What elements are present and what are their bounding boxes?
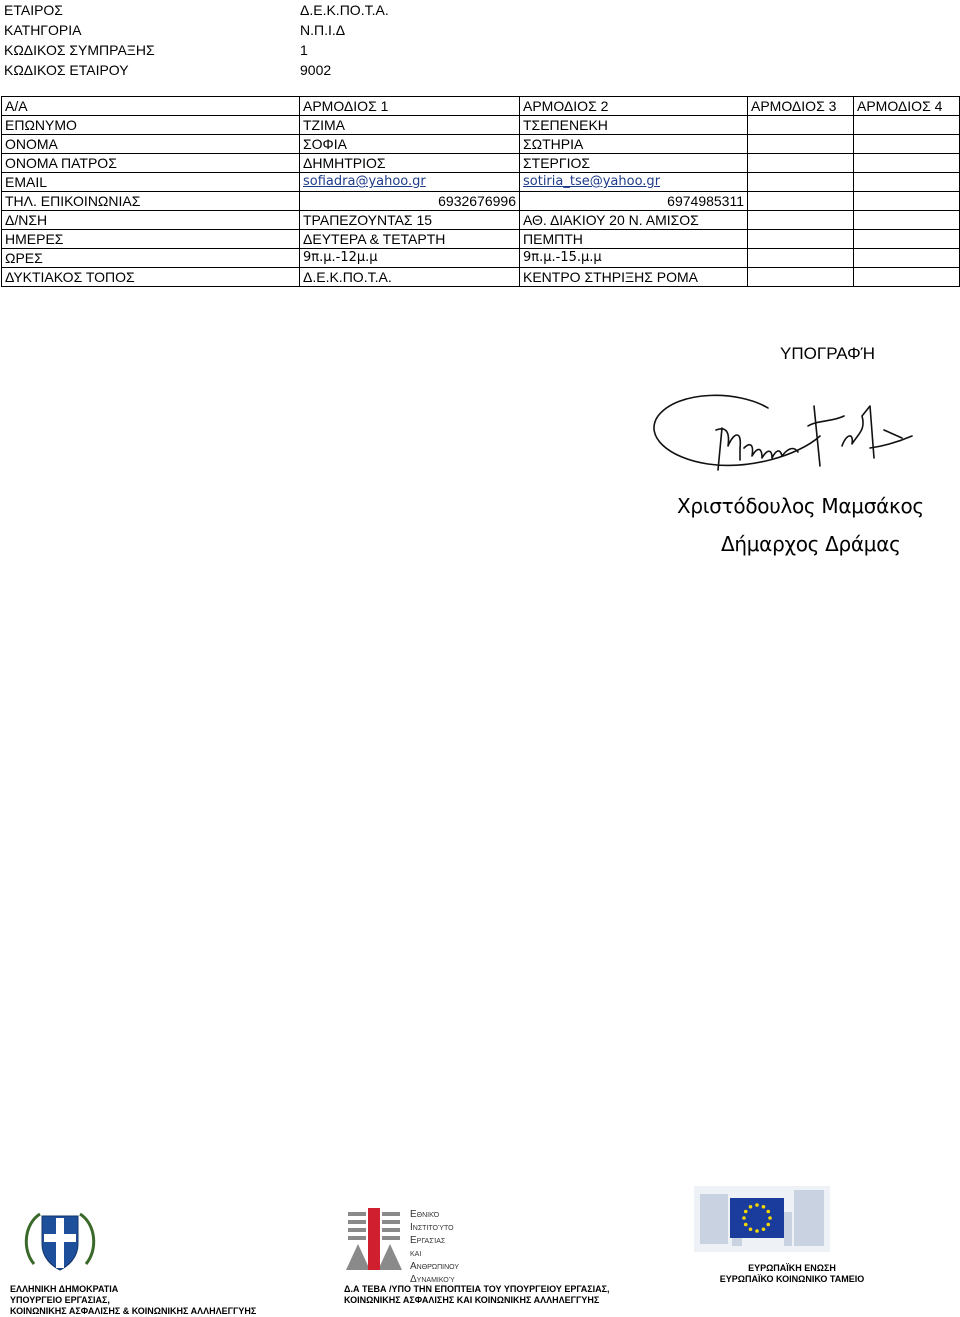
row-label: Δ/ΝΣΗ (2, 211, 300, 230)
table-cell (748, 230, 854, 249)
footer-line: ΕΥΡΩΠΑΪΚΗ ΕΝΩΣΗ (748, 1263, 836, 1273)
table-row (2, 135, 960, 154)
table-cell (748, 116, 854, 135)
table-cell: 9π.μ.-12μ.μ (300, 249, 520, 268)
eu-star-icon (762, 1227, 766, 1231)
info-value: Δ.Ε.Κ.ΠΟ.Τ.Α. (300, 2, 389, 18)
info-value: 9002 (300, 62, 332, 78)
table-cell: ΔΕΥΤΕΡΑ & ΤΕΤΑΡΤΗ (300, 230, 520, 249)
footer-line: ΕΥΡΩΠΑΪΚΟ ΚΟΙΝΩΝΙΚΟ ΤΑΜΕΙΟ (719, 1274, 865, 1284)
eu-star-icon (755, 1203, 759, 1207)
table-header-cell: ΑΡΜΟΔΙΟΣ 3 (748, 97, 854, 116)
org-line: Ανθρώπινου (410, 1261, 460, 1272)
info-value: Ν.Π.Ι.Δ (300, 22, 346, 38)
table-cell (854, 173, 960, 192)
info-row-partner-code (4, 60, 389, 80)
table-row (2, 268, 960, 287)
table-cell: ΤΖΙΜΑ (300, 116, 520, 135)
signatory-name: Χριστόδουλος Μαμσάκος (677, 494, 924, 518)
eu-star-icon (766, 1210, 770, 1214)
eu-star-icon (744, 1210, 748, 1214)
table-row (2, 173, 960, 192)
eu-star-icon (768, 1216, 772, 1220)
signature-title: ΥΠΟΓΡΑΦΉ (780, 344, 875, 363)
table-cell: ΣΩΤΗΡΙΑ (520, 135, 748, 154)
table-cell: Δ.Ε.Κ.ΠΟ.Τ.Α. (300, 268, 520, 287)
table-cell (854, 116, 960, 135)
table-header-cell: ΑΡΜΟΔΙΟΣ 4 (854, 97, 960, 116)
table-row (2, 116, 960, 135)
table-row (2, 249, 960, 268)
table-cell: ΚΕΝΤΡΟ ΣΤΗΡΙΞΗΣ ΡΟΜΑ (520, 268, 748, 287)
table-cell (748, 211, 854, 230)
table-cell: ΑΘ. ΔΙΑΚΙΟΥ 20 Ν. ΑΜΙΣΟΣ (520, 211, 748, 230)
email-link[interactable]: sofiadra@yahoo.gr (300, 173, 520, 192)
contacts-table (1, 96, 960, 287)
footer-line: ΚΟΙΝΩΝΙΚΗΣ ΑΣΦΑΛΙΣΗΣ ΚΑΙ ΚΟΙΝΩΝΙΚΗΣ ΑΛΛΗΛΕΓΓΥΗΣ (344, 1295, 600, 1305)
partner-info (4, 0, 389, 80)
table-cell: 9π.μ.-15.μ.μ (520, 249, 748, 268)
row-label: ΕΠΩΝΥΜΟ (2, 116, 300, 135)
table-cell (748, 173, 854, 192)
row-label: ΔΥΚΤΙΑΚΟΣ ΤΟΠΟΣ (2, 268, 300, 287)
table-cell (854, 249, 960, 268)
info-label: ΚΩΔΙΚΟΣ ΣΥΜΠΡΑΞΗΣ (4, 42, 155, 58)
eu-star-icon (742, 1216, 746, 1220)
table-header-cell: Α/Α (2, 97, 300, 116)
table-cell (854, 154, 960, 173)
info-value: 1 (300, 42, 308, 58)
table-cell (748, 268, 854, 287)
row-label: ΗΜΕΡΕΣ (2, 230, 300, 249)
table-row (2, 192, 960, 211)
table-cell: ΤΣΕΠΕΝΕΚΗ (520, 116, 748, 135)
row-label: ΩΡΕΣ (2, 249, 300, 268)
phone-cell: 6932676996 (300, 192, 520, 211)
eu-star-icon (755, 1229, 759, 1233)
table-header-cell: ΑΡΜΟΔΙΟΣ 2 (520, 97, 748, 116)
footer-line: ΥΠΟΥΡΓΕΙΟ ΕΡΓΑΣΙΑΣ, (10, 1295, 110, 1305)
info-row-partner (4, 0, 389, 20)
footer-line: ΕΛΛΗΝΙΚΗ ΔΗΜΟΚΡΑΤΙΑ (10, 1284, 119, 1294)
table-cell: ΣΟΦΙΑ (300, 135, 520, 154)
table-cell: ΤΡΑΠΕΖΟΥΝΤΑΣ 15 (300, 211, 520, 230)
email-link[interactable]: sotiria_tse@yahoo.gr (520, 173, 748, 192)
org-line: Εθνικό (410, 1209, 440, 1220)
footer-line: ΚΟΙΝΩΝΙΚΗΣ ΑΣΦΑΛΙΣΗΣ & ΚΟΙΝΩΝΙΚΗΣ ΑΛΛΗΛΕΓΓΥΗΣ (10, 1306, 257, 1316)
row-label: ΟΝΟΜΑ (2, 135, 300, 154)
footer-right-text (702, 1263, 882, 1285)
eu-star-icon (744, 1223, 748, 1227)
signatory-role: Δήμαρχος Δράμας (721, 532, 901, 556)
greek-coat-of-arms-icon (20, 1206, 100, 1278)
footer-line: Δ.Α ΤΕΒΑ /ΥΠΟ ΤΗΝ ΕΠΟΠΤΕΙΑ ΤΟΥ ΥΠΟΥΡΓΕΙΟΥ ΕΡΓΑΣΙΑΣ, (344, 1284, 610, 1294)
info-label: ΚΩΔΙΚΟΣ ΕΤΑΙΡΟΥ (4, 62, 129, 78)
eu-star-icon (749, 1205, 753, 1209)
info-row-category (4, 20, 389, 40)
table-header-row (2, 97, 960, 116)
table-cell (748, 192, 854, 211)
info-row-partnership-code (4, 40, 389, 60)
eu-star-icon (762, 1205, 766, 1209)
table-cell: ΔΗΜΗΤΡΙΟΣ (300, 154, 520, 173)
table-cell (748, 249, 854, 268)
row-label: ΤΗΛ. ΕΠΙΚΟΙΝΩΝΙΑΣ (2, 192, 300, 211)
table-cell (854, 211, 960, 230)
table-cell (854, 135, 960, 154)
org-line: Ινστιτούτο (410, 1222, 454, 1233)
table-row (2, 211, 960, 230)
footer-left-text (10, 1284, 310, 1317)
eu-star-icon (749, 1227, 753, 1231)
eu-flag-icon (694, 1186, 830, 1252)
table-cell (854, 230, 960, 249)
org-line: Δυναμικού (410, 1274, 455, 1285)
eiead-logo-icon (344, 1208, 406, 1272)
table-header-cell: ΑΡΜΟΔΙΟΣ 1 (300, 97, 520, 116)
row-label: EMAIL (2, 173, 300, 192)
phone-cell: 6974985311 (520, 192, 748, 211)
footer-middle-text (344, 1284, 684, 1306)
eu-star-icon (766, 1223, 770, 1227)
handwritten-signature (648, 386, 918, 486)
info-label: ΚΑΤΗΓΟΡΙΑ (4, 22, 82, 38)
table-row (2, 154, 960, 173)
table-cell: ΣΤΕΡΓΙΟΣ (520, 154, 748, 173)
table-cell: ΠΕΜΠΤΗ (520, 230, 748, 249)
org-line: Εργασίας και (410, 1235, 446, 1259)
table-cell (748, 154, 854, 173)
row-label: ΟΝΟΜΑ ΠΑΤΡΟΣ (2, 154, 300, 173)
table-cell (854, 192, 960, 211)
table-cell (854, 268, 960, 287)
table-cell (748, 135, 854, 154)
table-row (2, 230, 960, 249)
info-label: ΕΤΑΙΡΟΣ (4, 2, 63, 18)
eiead-org-name (410, 1208, 459, 1286)
